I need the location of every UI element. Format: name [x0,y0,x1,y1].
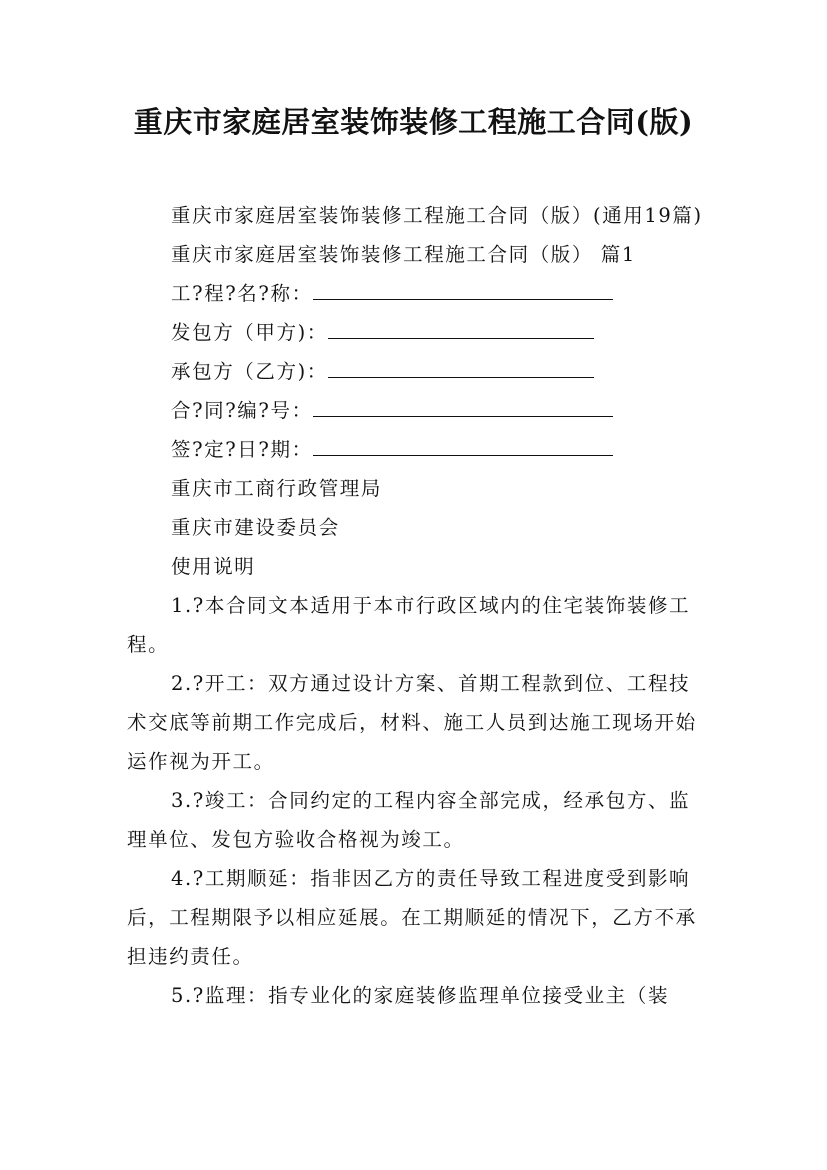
field-label: 发包方（甲方)： [171,321,328,344]
field-label: 签?定?日?期： [171,438,313,461]
field-sign-date [127,430,703,469]
paragraph: 1.?本合同文本适用于本市行政区域内的住宅装饰装修工程。 [127,594,691,656]
field-label: 合?同?编?号： [171,399,313,422]
field-party-b [127,352,703,391]
field-party-a [127,313,703,352]
article-heading: 重庆市家庭居室装饰装修工程施工合同（版） 篇1 [171,243,636,266]
document-title: 重庆市家庭居室装饰装修工程施工合同(版) [133,105,694,139]
paragraph: 3.?竣工：合同约定的工程内容全部完成，经承包方、监理单位、发包方验收合格视为竣工。 [127,789,691,851]
blank-line [328,318,594,339]
document-body [127,196,703,1015]
blank-line [328,357,594,378]
field-project-name [127,274,703,313]
issuer-line: 重庆市建设委员会 [171,516,340,539]
paragraph: 5.?监理：指专业化的家庭装修监理单位接受业主（装 [171,984,670,1007]
blank-line [313,396,613,417]
field-contract-number [127,391,703,430]
blank-line [313,435,613,456]
paragraph: 2.?开工：双方通过设计方案、首期工程款到位、工程技术交底等前期工作完成后，材料、施工人员到达施工现场开始运作视为开工。 [127,672,697,773]
issuer-line: 重庆市工商行政管理局 [171,477,383,500]
blank-line [313,279,613,300]
instructions-heading: 使用说明 [171,555,256,578]
paragraph: 4.?工期顺延：指非因乙方的责任导致工程进度受到影响后，工程期限予以相应延展。在工期顺延的情况下，乙方不承担违约责任。 [127,867,697,968]
subtitle: 重庆市家庭居室装饰装修工程施工合同（版）(通用19篇) [171,204,703,227]
field-label: 承包方（乙方)： [171,360,328,383]
field-label: 工?程?名?称： [171,282,313,305]
